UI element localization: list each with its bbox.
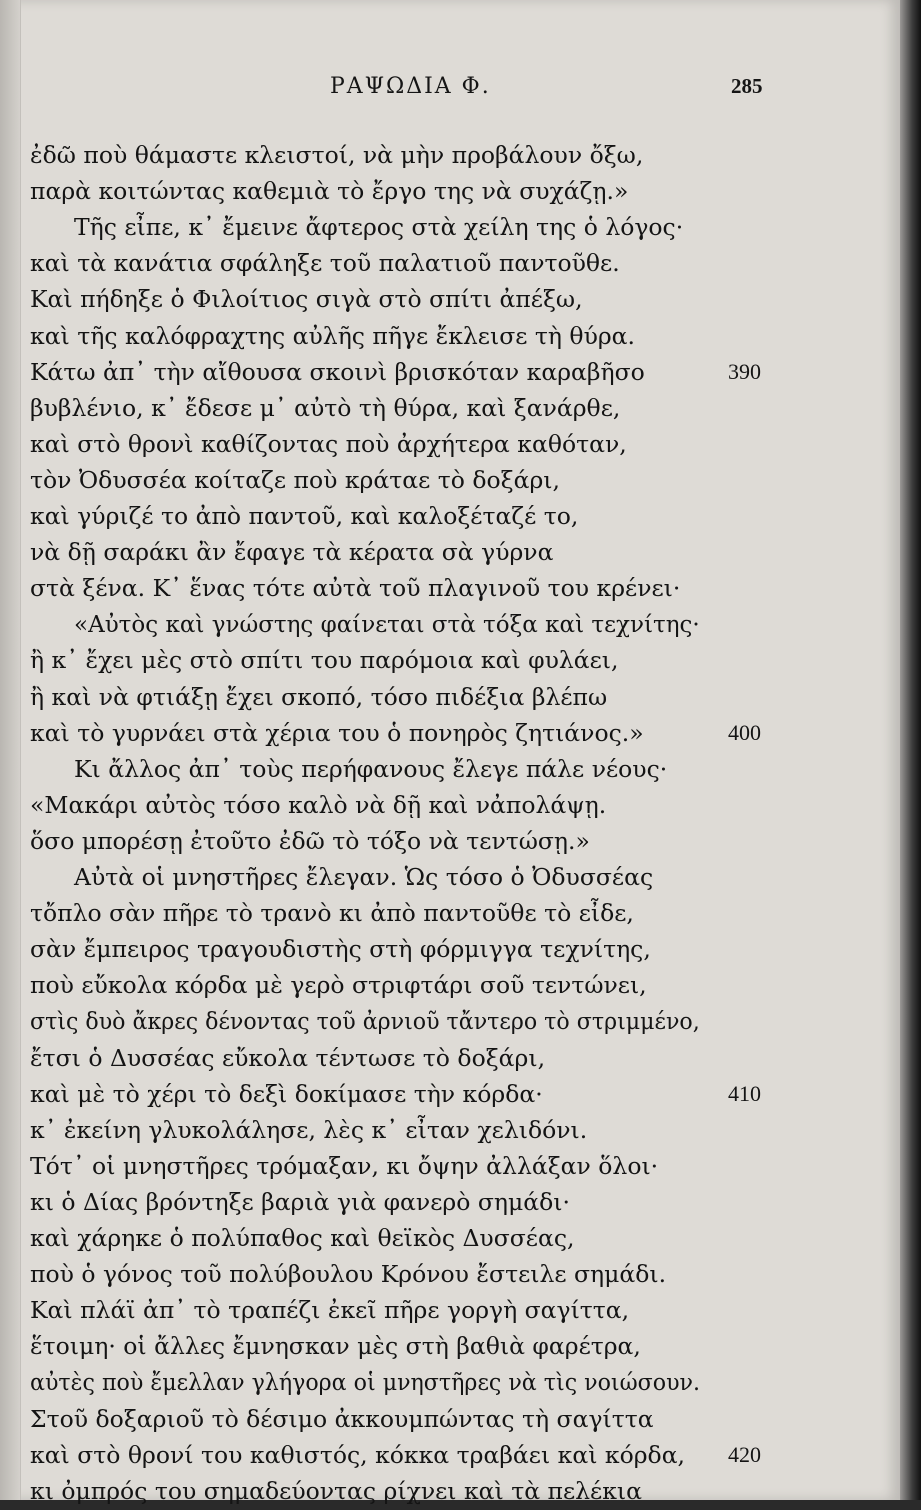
verse-text: κι ὀμπρός του σημαδεύοντας ρίχνει καὶ τὰ πελέκια (30, 1476, 642, 1505)
page-title: ΡΑΨΩΔΙΑ Φ. (330, 74, 491, 99)
verse-line (0, 172, 900, 210)
verse-line (0, 497, 900, 535)
verse-text: ποὺ εὔκολα κόρδα μὲ γερὸ στριφτάρι σοῦ τεντώνει, (30, 971, 647, 1000)
page-number: 285 (731, 74, 763, 98)
verse-text: ποὺ ὁ γόνος τοῦ πολύβουλου Κρόνου ἔστειλε σημάδι. (30, 1260, 667, 1289)
verse-line (0, 280, 900, 318)
verse-text: καὶ τὰ κανάτια σφάληξε τοῦ παλατιοῦ παντοῦθε. (30, 249, 620, 278)
verse-text: ὅσο μπορέσῃ ἐτοῦτο ἐδῶ τὸ τόξο νὰ τεντώσῃ.» (30, 826, 590, 855)
verse-text: ἐδῶ ποὺ θάμαστε κλειστοί, νὰ μὴν προβάλουν ὄξω, (30, 141, 644, 169)
verse-line (0, 208, 900, 246)
verse-text: Τότ᾽ οἱ μνηστῆρες τρόμαξαν, κι ὄψην ἀλλάξαν ὅλοι· (30, 1151, 659, 1180)
verse-text: Καὶ πλάϊ ἀπ᾽ τὸ τραπέζι ἐκεῖ πῆρε γοργὴ σαγίττα, (30, 1296, 630, 1325)
verse-line (0, 786, 900, 824)
verse-line (0, 1219, 900, 1257)
verse-line (0, 1363, 900, 1401)
line-number: 400 (728, 719, 761, 745)
verse-line (0, 1147, 900, 1185)
verse-text: παρὰ κοιτώντας καθεμιὰ τὸ ἔργο της νὰ συχάζῃ.» (30, 177, 629, 206)
verse-line (0, 461, 900, 499)
verse-line (0, 317, 900, 355)
verse-text: νὰ δῇ σαράκι ἂν ἔφαγε τὰ κέρατα σὰ γύρνα (30, 538, 554, 567)
verse-text: καὶ τῆς καλόφραχτης αὐλῆς πῆγε ἔκλεισε τὴ θύρα. (30, 321, 636, 350)
verse-text: καὶ γύριζέ το ἀπὸ παντοῦ, καὶ καλοξέταζέ το, (30, 502, 579, 530)
verse-text: Στοῦ δοξαριοῦ τὸ δέσιμο ἀκκουμπώντας τὴ σαγίττα (30, 1404, 654, 1433)
verse-line (0, 244, 900, 282)
verse-line (0, 569, 900, 607)
verse-text: ἔτσι ὁ Δυσσέας εὔκολα τέντωσε τὸ δοξάρι, (30, 1043, 546, 1072)
verse-line (0, 714, 900, 752)
line-number: 390 (728, 358, 761, 384)
line-number: 410 (728, 1080, 761, 1106)
verse-line (0, 822, 900, 860)
verse-text: Τῆς εἶπε, κ᾽ ἔμεινε ἄφτερος στὰ χείλη της ὁ λόγος· (74, 213, 684, 242)
verse-text: καὶ τὸ γυρνάει στὰ χέρια του ὁ πονηρὸς ζητιάνος.» (30, 718, 644, 747)
verse-line (0, 750, 900, 788)
verse-text: «Μακάρι αὐτὸς τόσο καλὸ νὰ δῇ καὶ νἀπολάψῃ. (30, 790, 607, 819)
verse-text: Κι ἄλλος ἀπ᾽ τοὺς περήφανους ἔλεγε πάλε νέους· (74, 754, 668, 783)
verse-text: «Αὐτὸς καὶ γνώστης φαίνεται στὰ τόξα καὶ τεχνίτης· (74, 610, 700, 639)
verse-line (0, 1291, 900, 1329)
verse-line (0, 136, 900, 174)
verse-line (0, 930, 900, 968)
verse-line (0, 1183, 900, 1221)
verse-text: Αὐτὰ οἱ μνηστῆρες ἔλεγαν. Ὡς τόσο ὁ Ὀδυσσέας (74, 863, 654, 891)
verse-text: καὶ στὸ θρονὶ καθίζοντας ποὺ ἀρχήτερα καθόταν, (30, 429, 627, 458)
verse-line (0, 678, 900, 716)
verse-text: τὄπλο σὰν πῆρε τὸ τρανὸ κι ἀπὸ παντοῦθε τὸ εἶδε, (30, 899, 634, 928)
verse-line (0, 966, 900, 1004)
page-edge (900, 0, 921, 1500)
line-number: 420 (728, 1441, 761, 1467)
verse-line (0, 533, 900, 571)
verse-line (0, 353, 900, 391)
verse-text: βυβλένιο, κ᾽ ἔδεσε μ᾽ αὐτὸ τὴ θύρα, καὶ ξανάρθε, (30, 393, 621, 422)
verse-line (0, 1075, 900, 1113)
verse-text: στὶς δυὸ ἄκρες δένοντας τοῦ ἀρνιοῦ τἄντερο τὸ στριμμένο, (30, 1007, 700, 1036)
running-head (0, 74, 900, 104)
verse-line (0, 1436, 900, 1474)
verse-text: ἢ κ᾽ ἔχει μὲς στὸ σπίτι του παρόμοια καὶ φυλάει, (30, 646, 619, 675)
verse-text: σὰν ἔμπειρος τραγουδιστὴς στὴ φόρμιγγα τεχνίτης, (30, 935, 651, 964)
verse-text: στὰ ξένα. Κ᾽ ἕνας τότε αὐτὰ τοῦ πλαγινοῦ του κρένει· (30, 574, 681, 603)
verse-line (0, 1039, 900, 1077)
verse-line (0, 1255, 900, 1293)
verse-line (0, 389, 900, 427)
verse-text: τὸν Ὀδυσσέα κοίταζε ποὺ κράταε τὸ δοξάρι, (30, 465, 560, 494)
verse-line (0, 1400, 900, 1438)
verse-line (0, 894, 900, 932)
verse-line (0, 1327, 900, 1365)
verse-line (0, 1472, 900, 1510)
verse-line (0, 1111, 900, 1149)
verse-text: κ᾽ ἐκείνη γλυκολάλησε, λὲς κ᾽ εἶταν χελιδόνι. (30, 1115, 588, 1144)
verse-text: καὶ μὲ τὸ χέρι τὸ δεξὶ δοκίμασε τὴν κόρδα· (30, 1079, 543, 1108)
verse-text: κι ὁ Δίας βρόντηξε βαριὰ γιὰ φανερὸ σημάδι· (30, 1187, 570, 1216)
verse-line (0, 425, 900, 463)
verse-text: αὐτὲς ποὺ ἔμελλαν γλήγορα οἱ μνηστῆρες νὰ τὶς νοιώσουν. (30, 1368, 701, 1397)
verse-line (0, 1002, 900, 1040)
verse-text: Κάτω ἀπ᾽ τὴν αἴθουσα σκοινὶ βρισκόταν καραβῆσο (30, 357, 645, 386)
verse-text: καὶ στὸ θρονί του καθιστός, κόκκα τραβάει καὶ κόρδα, (30, 1440, 686, 1469)
verse-text: καὶ χάρηκε ὁ πολύπαθος καὶ θεϊκὸς Δυσσέας, (30, 1224, 575, 1252)
verse-text: Καὶ πήδηξε ὁ Φιλοίτιος σιγὰ στὸ σπίτι ἀπέξω, (30, 285, 583, 314)
verse-line (0, 858, 900, 896)
verse-line (0, 605, 900, 643)
verse-text: ἢ καὶ νὰ φτιάξῃ ἔχει σκοπό, τόσο πιδέξια βλέπω (30, 682, 608, 711)
verse-text: ἕτοιμη· οἱ ἄλλες ἔμνησκαν μὲς στὴ βαθιὰ φαρέτρα, (30, 1332, 641, 1361)
verse-line (0, 641, 900, 679)
